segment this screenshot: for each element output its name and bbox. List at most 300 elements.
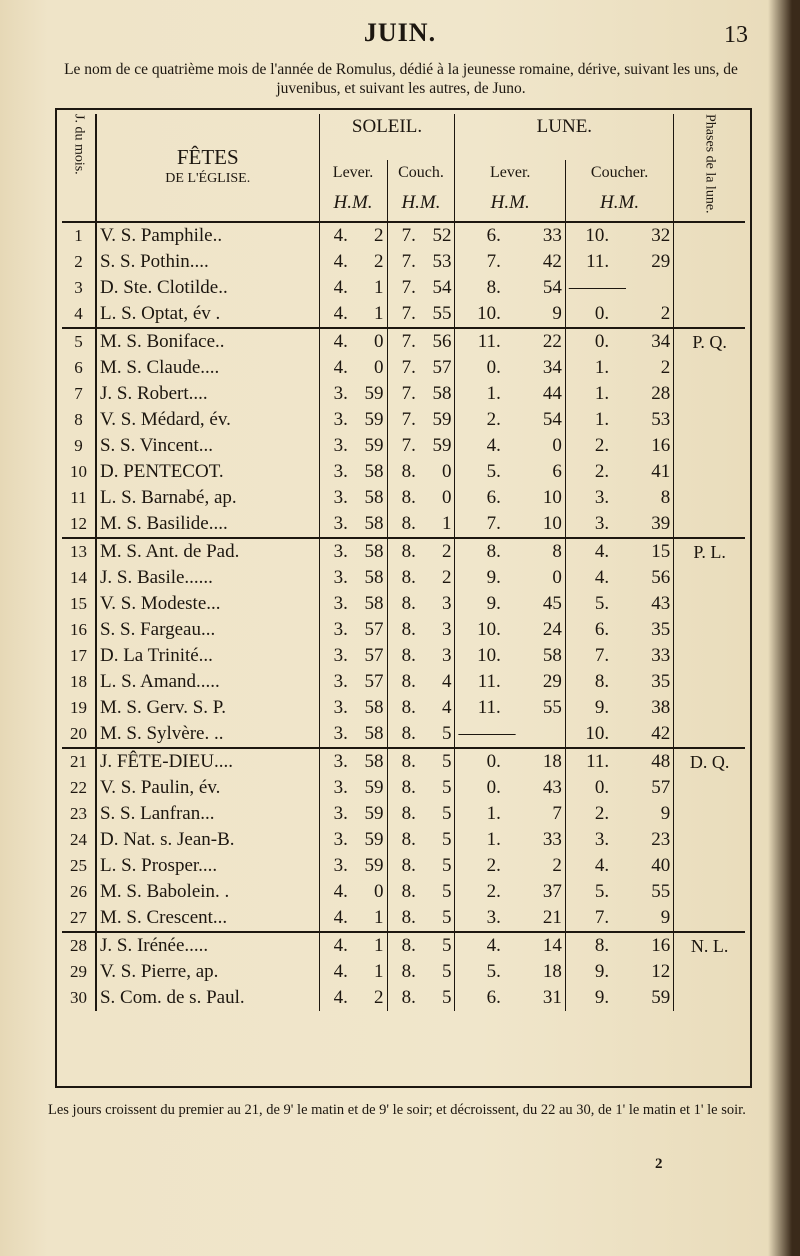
sun-set-hour: 8. <box>387 748 419 775</box>
day-number: 13 <box>62 538 96 565</box>
moon-set-hour: 4. <box>594 566 610 588</box>
moon-rise-minute: 10 <box>504 511 566 538</box>
sun-set-hour: 8. <box>401 854 416 876</box>
day-number: 21 <box>62 748 96 775</box>
moon-set-minute: 53 <box>612 407 674 433</box>
sun-set-minute: 56 <box>419 328 455 355</box>
moon-set-hour: 3. <box>594 512 610 534</box>
moon-set-minute: 34 <box>612 328 674 355</box>
moon-rise-hour: 1. <box>486 802 501 824</box>
table-row <box>62 485 745 511</box>
table-row <box>62 511 745 538</box>
sun-set-hour: 8. <box>387 932 419 959</box>
table-row <box>62 695 745 721</box>
moon-set-hour: 10. <box>585 722 610 744</box>
moon-set-minute: 57 <box>612 775 674 801</box>
table-row <box>62 275 745 301</box>
moon-set-hour: 5. <box>594 592 610 614</box>
feast-name: J. S. Robert.... <box>96 381 319 407</box>
day-number: 16 <box>62 617 96 643</box>
feast-name: J. S. Basile...... <box>96 565 319 591</box>
sun-rise-hour: 3. <box>319 538 351 565</box>
page-signature: 2 <box>655 1156 663 1172</box>
sun-set-minute: 3 <box>419 643 455 669</box>
sun-set-hour: 7. <box>401 276 416 298</box>
table-row <box>62 617 745 643</box>
sun-rise-minute: 58 <box>351 591 387 617</box>
moon-set-minute: 2 <box>612 301 674 328</box>
sun-rise-minute: 0 <box>351 355 387 381</box>
moon-phase <box>674 249 745 275</box>
moon-rise-minute: 7 <box>504 801 566 827</box>
moon-set-minute: 42 <box>612 721 674 748</box>
sun-set-hour: 8. <box>401 906 416 928</box>
table-row <box>62 328 745 355</box>
moon-phase: N. L. <box>674 932 745 959</box>
moon-rise-hour: 2. <box>486 880 501 902</box>
day-number: 26 <box>62 879 96 905</box>
day-number: 5 <box>62 328 96 355</box>
table-row <box>62 879 745 905</box>
sun-rise-hour: 3. <box>333 592 348 614</box>
sun-set-minute: 0 <box>419 459 455 485</box>
moon-rise-hour: 0. <box>486 776 501 798</box>
sun-set-hour: 8. <box>387 538 419 565</box>
day-number: 23 <box>62 801 96 827</box>
header-fetes: FÊTES DE L'ÉGLISE. <box>96 114 319 222</box>
moon-phase <box>674 511 745 538</box>
sun-rise-minute: 59 <box>351 801 387 827</box>
header-lune: LUNE. <box>455 114 674 160</box>
sun-rise-hour: 3. <box>333 854 348 876</box>
sun-set-minute: 5 <box>419 721 455 748</box>
sun-rise-minute: 1 <box>351 959 387 985</box>
sun-rise-minute: 0 <box>351 879 387 905</box>
moon-set-hour: 10. <box>565 222 612 249</box>
moon-rise-minute: 10 <box>504 485 566 511</box>
moon-rise-hour: 6. <box>486 986 501 1008</box>
sun-set-minute: 4 <box>419 695 455 721</box>
day-number: 19 <box>62 695 96 721</box>
moon-rise-hour: 10. <box>477 644 501 666</box>
moon-rise-minute: 22 <box>504 328 566 355</box>
moon-rise-hour: 1. <box>486 828 501 850</box>
moon-phase <box>674 721 745 748</box>
feast-name: J. S. Irénée..... <box>96 932 319 959</box>
sun-set-hour: 8. <box>401 618 416 640</box>
feast-name: L. S. Optat, év . <box>96 301 319 328</box>
moon-set-hour: 7. <box>594 906 610 928</box>
sun-rise-hour: 3. <box>333 434 348 456</box>
feast-name: V. S. Pamphile.. <box>96 222 319 249</box>
page-title: JUIN. <box>363 18 437 47</box>
moon-rise-hour: ——— <box>458 722 516 744</box>
day-number: 24 <box>62 827 96 853</box>
sun-rise-minute: 59 <box>351 407 387 433</box>
moon-rise-minute: 31 <box>504 985 566 1011</box>
sun-set-minute: 59 <box>419 407 455 433</box>
moon-rise-minute: 37 <box>504 879 566 905</box>
sun-rise-minute: 57 <box>351 669 387 695</box>
feast-name: L. S. Prosper.... <box>96 853 319 879</box>
sun-rise-minute: 57 <box>351 617 387 643</box>
sun-rise-hour: 3. <box>333 828 348 850</box>
sun-rise-hour: 3. <box>333 644 348 666</box>
sun-rise-minute: 59 <box>351 827 387 853</box>
moon-set-minute: 8 <box>612 485 674 511</box>
sun-set-minute: 5 <box>419 932 455 959</box>
moon-rise-minute: 0 <box>504 565 566 591</box>
moon-rise-hour: 10. <box>477 618 501 640</box>
sun-rise-hour: 4. <box>333 986 348 1008</box>
moon-rise-hour: 10. <box>477 302 501 324</box>
day-number: 1 <box>62 222 96 249</box>
moon-set-hour: 9. <box>594 696 610 718</box>
moon-rise-minute: 44 <box>504 381 566 407</box>
moon-rise-hour: 7. <box>486 512 501 534</box>
table-row <box>62 433 745 459</box>
sun-set-minute: 53 <box>419 249 455 275</box>
moon-rise-hour: 5. <box>486 460 501 482</box>
sun-set-hour: 8. <box>401 802 416 824</box>
sun-rise-hour: 3. <box>333 408 348 430</box>
table-row <box>62 538 745 565</box>
sun-set-hour: 8. <box>401 696 416 718</box>
moon-rise-hour: 9. <box>486 592 501 614</box>
sun-rise-hour: 4. <box>333 880 348 902</box>
sun-rise-hour: 4. <box>319 222 351 249</box>
moon-set-hour: 11. <box>586 250 610 272</box>
moon-rise-minute: 54 <box>504 275 566 301</box>
moon-set-hour: 0. <box>594 302 610 324</box>
sun-rise-hour: 3. <box>333 776 348 798</box>
moon-phase: D. Q. <box>674 748 745 775</box>
moon-rise-minute: 8 <box>504 538 566 565</box>
moon-phase <box>674 695 745 721</box>
moon-set-minute: 33 <box>612 643 674 669</box>
moon-set-minute: 28 <box>612 381 674 407</box>
feast-name: L. S. Amand..... <box>96 669 319 695</box>
moon-rise-minute: 6 <box>504 459 566 485</box>
sun-set-minute: 5 <box>419 801 455 827</box>
feast-name: S. S. Pothin.... <box>96 249 319 275</box>
moon-set-hour: 1. <box>594 408 610 430</box>
day-number: 17 <box>62 643 96 669</box>
table-row <box>62 853 745 879</box>
moon-rise-hour: 11. <box>477 696 501 718</box>
table-row <box>62 721 745 748</box>
moon-rise-minute: 0 <box>504 433 566 459</box>
feast-name: S. S. Lanfran... <box>96 801 319 827</box>
day-number: 10 <box>62 459 96 485</box>
moon-set-hour: 0. <box>594 776 610 798</box>
table-row <box>62 249 745 275</box>
moon-set-hour: 2. <box>594 802 610 824</box>
moon-set-hour: 4. <box>594 854 610 876</box>
moon-set-hour: 8. <box>565 932 612 959</box>
table-row <box>62 301 745 328</box>
moon-rise-hour: 8. <box>455 538 504 565</box>
moon-set-hour: 9. <box>594 986 610 1008</box>
table-row <box>62 381 745 407</box>
day-number: 30 <box>62 985 96 1011</box>
feast-name: S. Com. de s. Paul. <box>96 985 319 1011</box>
moon-rise-minute: 18 <box>504 748 566 775</box>
table-row <box>62 643 745 669</box>
moon-set-minute: 2 <box>612 355 674 381</box>
moon-rise-hour: 1. <box>486 382 501 404</box>
sun-rise-hour: 3. <box>333 618 348 640</box>
moon-rise-minute: 29 <box>504 669 566 695</box>
header-phases: Phases de la lune. <box>702 114 718 214</box>
table-row <box>62 591 745 617</box>
sun-rise-minute: 59 <box>351 381 387 407</box>
day-number: 6 <box>62 355 96 381</box>
sun-rise-hour: 3. <box>333 486 348 508</box>
feast-name: M. S. Babolein. . <box>96 879 319 905</box>
moon-phase <box>674 669 745 695</box>
moon-set-hour: 1. <box>594 356 610 378</box>
sun-set-minute: 5 <box>419 905 455 932</box>
sun-set-minute: 1 <box>419 511 455 538</box>
sun-set-hour: 7. <box>401 302 416 324</box>
moon-rise-hour: 0. <box>455 748 504 775</box>
moon-rise-minute: 21 <box>504 905 566 932</box>
sun-rise-minute: 0 <box>351 328 387 355</box>
moon-phase <box>674 591 745 617</box>
moon-rise-hour: 11. <box>455 328 504 355</box>
sun-set-minute: 2 <box>419 565 455 591</box>
moon-set-hour: 2. <box>594 460 610 482</box>
moon-set-hour: 3. <box>594 486 610 508</box>
intro-text: Le nom de ce quatrième mois de l'année de Romulus, dédié à la jeunesse romaine, dérive, suivant les uns, de juvenibus, et suivant les autres, de Juno. <box>64 61 738 97</box>
moon-set-minute: 38 <box>612 695 674 721</box>
day-number: 7 <box>62 381 96 407</box>
moon-rise-hour: 0. <box>486 356 501 378</box>
feast-name: S. S. Fargeau... <box>96 617 319 643</box>
moon-set-minute: 32 <box>612 222 674 249</box>
moon-set-minute: 9 <box>612 801 674 827</box>
header-hm: H.M. <box>455 190 565 221</box>
sun-set-minute: 52 <box>419 222 455 249</box>
sun-rise-minute: 2 <box>351 249 387 275</box>
moon-phase <box>674 433 745 459</box>
sun-set-hour: 8. <box>401 670 416 692</box>
header-soleil-couch: Couch. <box>387 160 455 190</box>
moon-rise-hour: 8. <box>486 276 501 298</box>
moon-phase: P. Q. <box>674 328 745 355</box>
moon-phase <box>674 985 745 1011</box>
moon-phase <box>674 617 745 643</box>
day-number: 29 <box>62 959 96 985</box>
sun-rise-hour: 4. <box>333 250 348 272</box>
feast-name: S. S. Vincent... <box>96 433 319 459</box>
moon-set-minute: 23 <box>612 827 674 853</box>
sun-set-hour: 8. <box>401 644 416 666</box>
moon-set-hour: 4. <box>565 538 612 565</box>
moon-set-minute: 43 <box>612 591 674 617</box>
moon-rise-hour: 4. <box>486 434 501 456</box>
feast-name: D. Ste. Clotilde.. <box>96 275 319 301</box>
header-soleil: SOLEIL. <box>319 114 455 160</box>
sun-set-hour: 8. <box>401 880 416 902</box>
sun-rise-hour: 3. <box>319 748 351 775</box>
feast-name: V. S. Paulin, év. <box>96 775 319 801</box>
moon-phase <box>674 801 745 827</box>
moon-set-minute: 16 <box>612 932 674 959</box>
sun-set-hour: 8. <box>401 592 416 614</box>
feast-name: D. Nat. s. Jean-B. <box>96 827 319 853</box>
moon-set-hour: ——— <box>568 276 626 298</box>
feast-name: J. FÊTE-DIEU.... <box>96 748 319 775</box>
sun-rise-hour: 3. <box>333 460 348 482</box>
header-lune-lever: Lever. <box>455 160 565 190</box>
moon-rise-minute: 34 <box>504 355 566 381</box>
moon-rise-hour: 7. <box>486 250 501 272</box>
moon-set-minute: 55 <box>612 879 674 905</box>
moon-set-minute: 41 <box>612 459 674 485</box>
sun-rise-hour: 3. <box>333 802 348 824</box>
sun-set-hour: 7. <box>401 408 416 430</box>
moon-set-minute: 16 <box>612 433 674 459</box>
table-row <box>62 985 745 1011</box>
sun-set-hour: 8. <box>401 828 416 850</box>
moon-phase <box>674 355 745 381</box>
feast-name: M. S. Claude.... <box>96 355 319 381</box>
sun-rise-minute: 58 <box>351 485 387 511</box>
sun-rise-minute: 58 <box>351 748 387 775</box>
moon-phase <box>674 853 745 879</box>
sun-rise-hour: 3. <box>333 722 348 744</box>
sun-set-hour: 7. <box>387 222 419 249</box>
sun-set-minute: 5 <box>419 853 455 879</box>
moon-set-hour: 5. <box>594 880 610 902</box>
sun-rise-minute: 1 <box>351 905 387 932</box>
moon-set-minute: 29 <box>612 249 674 275</box>
moon-rise-hour: 5. <box>486 960 501 982</box>
sun-rise-hour: 3. <box>333 696 348 718</box>
moon-rise-minute: 43 <box>504 775 566 801</box>
moon-set-minute: 15 <box>612 538 674 565</box>
moon-rise-minute: 18 <box>504 959 566 985</box>
sun-set-minute: 5 <box>419 879 455 905</box>
moon-rise-hour: 2. <box>486 408 501 430</box>
sun-set-hour: 8. <box>401 460 416 482</box>
moon-rise-hour: 6. <box>455 222 504 249</box>
sun-set-hour: 8. <box>401 512 416 534</box>
moon-phase <box>674 565 745 591</box>
moon-set-minute: 35 <box>612 669 674 695</box>
sun-set-hour: 8. <box>401 986 416 1008</box>
table-row <box>62 905 745 932</box>
sun-rise-minute: 59 <box>351 775 387 801</box>
feast-name: M. S. Boniface.. <box>96 328 319 355</box>
moon-phase <box>674 775 745 801</box>
sun-rise-hour: 4. <box>333 906 348 928</box>
sun-rise-minute: 1 <box>351 275 387 301</box>
moon-phase <box>674 222 745 249</box>
sun-rise-hour: 4. <box>319 328 351 355</box>
day-number: 11 <box>62 485 96 511</box>
moon-rise-minute: 58 <box>504 643 566 669</box>
moon-rise-hour: 2. <box>486 854 501 876</box>
day-number: 3 <box>62 275 96 301</box>
sun-rise-minute: 58 <box>351 511 387 538</box>
day-number: 22 <box>62 775 96 801</box>
moon-set-minute: 40 <box>612 853 674 879</box>
day-number: 15 <box>62 591 96 617</box>
sun-set-hour: 7. <box>387 328 419 355</box>
feast-name: V. S. Modeste... <box>96 591 319 617</box>
moon-rise-minute: 54 <box>504 407 566 433</box>
moon-phase <box>674 827 745 853</box>
moon-set-hour: 7. <box>594 644 610 666</box>
sun-rise-minute: 58 <box>351 459 387 485</box>
sun-set-hour: 8. <box>401 776 416 798</box>
moon-phase <box>674 301 745 328</box>
moon-set-minute: 39 <box>612 511 674 538</box>
sun-set-minute: 4 <box>419 669 455 695</box>
moon-phase <box>674 485 745 511</box>
sun-rise-minute: 57 <box>351 643 387 669</box>
sun-rise-minute: 58 <box>351 721 387 748</box>
feast-name: D. La Trinité... <box>96 643 319 669</box>
feast-name: M. S. Ant. de Pad. <box>96 538 319 565</box>
moon-rise-hour: 11. <box>477 670 501 692</box>
sun-rise-minute: 59 <box>351 433 387 459</box>
table-row <box>62 801 745 827</box>
page-number: 13 <box>724 22 748 48</box>
moon-set-minute: 59 <box>612 985 674 1011</box>
sun-rise-hour: 3. <box>333 566 348 588</box>
table-row <box>62 407 745 433</box>
moon-set-hour: 3. <box>594 828 610 850</box>
footer-note: Les jours croissent du premier au 21, de 9' le matin et de 9' le soir; et décroissent, du 22 au 30, de 1' le matin et 1' le soir. <box>48 1102 746 1118</box>
moon-set-hour: 11. <box>565 748 612 775</box>
sun-rise-minute: 59 <box>351 853 387 879</box>
moon-phase <box>674 879 745 905</box>
feast-name: D. PENTECOT. <box>96 459 319 485</box>
moon-phase <box>674 275 745 301</box>
moon-phase <box>674 381 745 407</box>
day-number: 27 <box>62 905 96 932</box>
moon-rise-hour: 9. <box>486 566 501 588</box>
moon-phase: P. L. <box>674 538 745 565</box>
day-number: 28 <box>62 932 96 959</box>
sun-rise-hour: 3. <box>333 670 348 692</box>
moon-set-hour: 8. <box>594 670 610 692</box>
sun-set-minute: 5 <box>419 775 455 801</box>
table-row <box>62 355 745 381</box>
header-hm: H.M. <box>565 190 673 221</box>
moon-set-minute: 56 <box>612 565 674 591</box>
moon-rise-minute: 2 <box>504 853 566 879</box>
sun-set-minute: 5 <box>419 959 455 985</box>
moon-set-hour: 6. <box>594 618 610 640</box>
moon-rise-minute: 24 <box>504 617 566 643</box>
moon-rise-minute: 14 <box>504 932 566 959</box>
sun-set-minute: 2 <box>419 538 455 565</box>
moon-phase <box>674 407 745 433</box>
sun-set-minute: 59 <box>419 433 455 459</box>
day-number: 25 <box>62 853 96 879</box>
moon-rise-minute: 42 <box>504 249 566 275</box>
sun-rise-minute: 2 <box>351 222 387 249</box>
moon-set-minute: 12 <box>612 959 674 985</box>
sun-set-minute: 5 <box>419 748 455 775</box>
sun-set-hour: 8. <box>401 486 416 508</box>
day-number: 14 <box>62 565 96 591</box>
